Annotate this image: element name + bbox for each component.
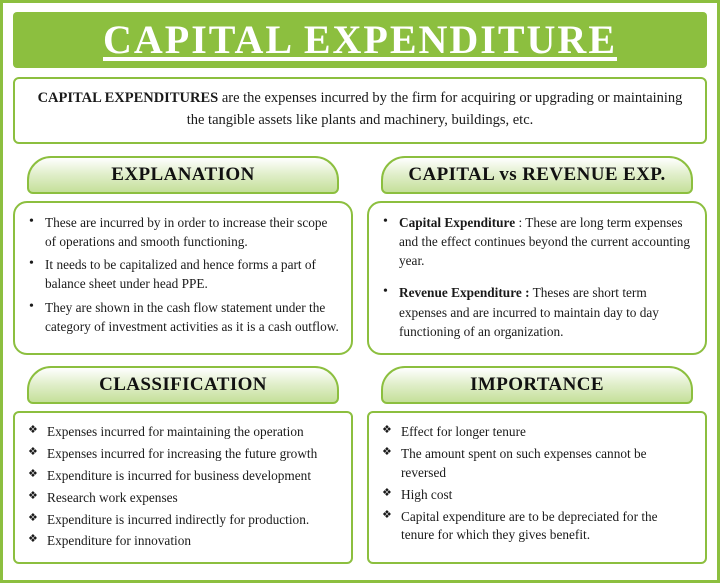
term-text: Theses are short term expenses and are incurred to maintain day to day functioning of an organization. xyxy=(399,285,659,339)
list-item: ❖ Capital expenditure are to be depreciated for the tenure for which they gives benefit. xyxy=(379,508,693,546)
definition-box xyxy=(13,77,707,144)
row-bottom xyxy=(13,366,707,564)
list-item: • It needs to be capitalized and hence forms a part of balance sheet under head PPE. xyxy=(25,255,339,294)
list-item: ❖ Expenditure is incurred for business development xyxy=(25,467,339,486)
section-capital-vs-revenue xyxy=(367,156,707,356)
classification-list xyxy=(25,423,339,551)
page-title: CAPITAL EXPENDITURE xyxy=(103,17,617,62)
section-importance xyxy=(367,366,707,564)
list-item: ❖ High cost xyxy=(379,486,693,505)
panel-explanation xyxy=(13,201,353,356)
row-spacer xyxy=(13,355,707,366)
list-item xyxy=(379,283,693,341)
list-item: • They are shown in the cash flow statement under the category of investment activities as it is a cash outflow. xyxy=(25,298,339,337)
panel-importance xyxy=(367,411,707,564)
explanation-list xyxy=(25,213,339,337)
section-title-importance: IMPORTANCE xyxy=(470,374,604,396)
panel-classification xyxy=(13,411,353,564)
list-item: ❖ Expenditure is incurred indirectly for production. xyxy=(25,511,339,530)
list-item xyxy=(379,213,693,271)
definition-lead: CAPITAL EXPENDITURES xyxy=(37,90,219,106)
list-item: ❖ Expenditure for innovation xyxy=(25,532,339,551)
page-title-bar xyxy=(13,12,707,68)
term-label: Capital Expenditure xyxy=(399,214,516,230)
section-title-capital-vs-revenue: CAPITAL vs REVENUE EXP. xyxy=(408,163,666,185)
term-text: : These are long term expenses and the effect continues beyond the current accounting year. xyxy=(399,214,691,269)
section-title-explanation: EXPLANATION xyxy=(111,163,255,185)
list-item: ❖ Expenses incurred for maintaining the operation xyxy=(25,423,339,442)
section-classification xyxy=(13,366,353,564)
list-item: ❖ Research work expenses xyxy=(25,489,339,508)
term-label: Revenue Expenditure : xyxy=(399,285,530,301)
row-top xyxy=(13,156,707,356)
list-item: ❖ Expenses incurred for increasing the future growth xyxy=(25,445,339,464)
list-item: ❖ Effect for longer tenure xyxy=(379,423,693,442)
section-header-explanation xyxy=(27,156,339,194)
panel-capital-vs-revenue xyxy=(367,201,707,356)
capital-vs-revenue-list xyxy=(379,213,693,342)
section-header-importance xyxy=(381,366,693,404)
section-explanation xyxy=(13,156,353,356)
list-item: • These are incurred by in order to increase their scope of operations and smooth functioning. xyxy=(25,213,339,252)
section-title-classification: CLASSIFICATION xyxy=(99,374,267,396)
importance-list xyxy=(379,423,693,545)
section-header-capital-vs-revenue xyxy=(381,156,693,194)
list-item: ❖ The amount spent on such expenses cannot be reversed xyxy=(379,445,693,483)
section-header-classification xyxy=(27,366,339,404)
definition-text: are the expenses incurred by the firm for acquiring or upgrading or maintaining the tangible assets like plants and machinery, buildings, etc. xyxy=(186,90,683,128)
